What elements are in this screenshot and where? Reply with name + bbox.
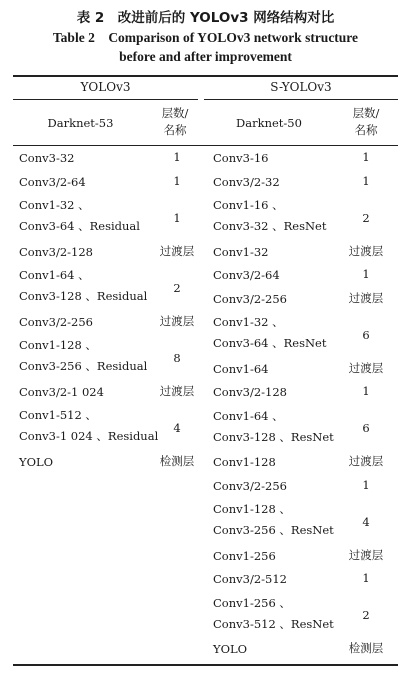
header-darknet50: Darknet-50 bbox=[236, 116, 302, 130]
left-row-5-layers: 2 bbox=[173, 280, 181, 295]
right-row-10-layers: 6 bbox=[362, 421, 370, 436]
left-row-4-name-line1: Conv3/2-128 bbox=[19, 244, 93, 259]
group-rule-left bbox=[13, 99, 198, 100]
left-row-5-name-line2: Conv3-128 、Residual bbox=[19, 289, 148, 303]
right-row-16-name-line2: Conv3-512 、ResNet bbox=[213, 616, 334, 631]
right-row-14-name-line1: Conv1-256 bbox=[213, 548, 276, 563]
right-row-16-name-line1: Conv1-256 、 bbox=[213, 595, 291, 610]
right-row-13-name-line1: Conv1-128 、 bbox=[213, 502, 291, 516]
bottom-rule bbox=[13, 664, 398, 666]
left-row-7-layers: 8 bbox=[173, 350, 181, 365]
caption-english-line2: before and after improvement bbox=[119, 49, 292, 64]
left-row-1-layers: 1 bbox=[173, 150, 181, 165]
right-row-4-name-line1: Conv1-32 bbox=[213, 244, 269, 259]
right-row-14-layers: 过渡层 bbox=[348, 547, 384, 562]
left-row-7-name-line2: Conv3-256 、Residual bbox=[19, 359, 148, 373]
right-row-1-name-line1: Conv3-16 bbox=[213, 151, 269, 165]
table-caption bbox=[0, 0, 411, 66]
right-row-16-layers: 2 bbox=[362, 608, 370, 623]
left-row-8-name-line1: Conv3/2-1 024 bbox=[19, 384, 104, 399]
right-row-7-layers: 6 bbox=[362, 327, 370, 342]
right-row-6-name-line1: Conv3/2-256 bbox=[213, 291, 287, 306]
left-row-7-name-line1: Conv1-128 、 bbox=[19, 338, 97, 352]
caption-chinese: 表 2 改进前后的 YOLOv3 网络结构对比 bbox=[76, 10, 335, 26]
left-row-5-name-line1: Conv1-64 、 bbox=[19, 268, 90, 282]
right-row-9-layers: 1 bbox=[362, 384, 370, 399]
right-row-5-name-line1: Conv3/2-64 bbox=[213, 268, 280, 282]
left-row-3-name-line2: Conv3-64 、Residual bbox=[19, 219, 140, 233]
right-row-17-layers: 检测层 bbox=[348, 641, 384, 656]
left-row-6-name-line1: Conv3/2-256 bbox=[19, 314, 93, 329]
right-row-10-name-line2: Conv3-128 、ResNet bbox=[213, 429, 334, 444]
header-yolov3: YOLOv3 bbox=[80, 80, 131, 94]
left-row-10-name-line1: YOLO bbox=[19, 454, 54, 469]
header-layers-right-line2: 名称 bbox=[354, 123, 378, 137]
right-row-1-layers: 1 bbox=[362, 150, 370, 165]
right-row-9-name-line1: Conv3/2-128 bbox=[213, 385, 287, 399]
right-row-11-layers: 过渡层 bbox=[348, 454, 384, 469]
left-row-10-layers: 检测层 bbox=[159, 453, 195, 468]
header-rule bbox=[13, 145, 398, 146]
right-row-15-name-line1: Conv3/2-512 bbox=[213, 572, 287, 586]
right-row-17-name-line1: YOLO bbox=[213, 642, 248, 656]
group-rule-right bbox=[204, 99, 398, 100]
right-row-7-name-line1: Conv1-32 、 bbox=[213, 315, 284, 329]
left-row-2-name-line1: Conv3/2-64 bbox=[19, 174, 86, 189]
right-row-7-name-line2: Conv3-64 、ResNet bbox=[213, 336, 327, 350]
left-row-8-layers: 过渡层 bbox=[159, 383, 195, 398]
header-layers-right-line1: 层数/ bbox=[352, 106, 380, 120]
right-row-5-layers: 1 bbox=[362, 267, 370, 282]
right-row-2-name-line1: Conv3/2-32 bbox=[213, 174, 280, 189]
left-row-3-layers: 1 bbox=[173, 210, 181, 225]
right-row-12-name-line1: Conv3/2-256 bbox=[213, 478, 287, 493]
left-row-2-layers: 1 bbox=[173, 173, 181, 188]
header-layers-left-line2: 名称 bbox=[163, 123, 187, 137]
right-row-13-layers: 4 bbox=[362, 514, 370, 529]
right-row-12-layers: 1 bbox=[362, 477, 370, 492]
left-row-9-name-line2: Conv3-1 024 、Residual bbox=[19, 429, 159, 443]
caption-english-line1: Table 2 Comparison of YOLOv3 network structure bbox=[52, 30, 359, 45]
left-row-6-layers: 过渡层 bbox=[159, 313, 195, 328]
right-row-4-layers: 过渡层 bbox=[348, 243, 384, 258]
header-s-yolov3: S-YOLOv3 bbox=[270, 80, 332, 94]
left-row-9-layers: 4 bbox=[173, 420, 181, 435]
top-rule bbox=[13, 75, 398, 77]
right-row-2-layers: 1 bbox=[362, 173, 370, 188]
header-layers-left-line1: 层数/ bbox=[161, 106, 189, 120]
right-row-11-name-line1: Conv1-128 bbox=[213, 455, 276, 469]
right-row-3-name-line1: Conv1-16 、 bbox=[213, 198, 284, 212]
right-row-8-name-line1: Conv1-64 bbox=[213, 361, 269, 376]
right-row-15-layers: 1 bbox=[362, 571, 370, 586]
right-row-6-layers: 过渡层 bbox=[348, 290, 384, 305]
header-layers-left bbox=[148, 105, 202, 139]
left-row-1-name-line1: Conv3-32 bbox=[19, 151, 75, 165]
left-row-9-name-line1: Conv1-512 、 bbox=[19, 408, 97, 422]
right-row-10-name-line1: Conv1-64 、 bbox=[213, 408, 284, 423]
left-row-4-layers: 过渡层 bbox=[159, 243, 195, 258]
header-darknet53: Darknet-53 bbox=[47, 116, 114, 130]
right-row-3-layers: 2 bbox=[362, 210, 370, 225]
right-row-3-name-line2: Conv3-32 、ResNet bbox=[213, 219, 327, 233]
header-layers-right bbox=[336, 105, 396, 139]
right-row-8-layers: 过渡层 bbox=[348, 360, 384, 375]
right-row-13-name-line2: Conv3-256 、ResNet bbox=[213, 523, 334, 537]
left-row-3-name-line1: Conv1-32 、 bbox=[19, 198, 90, 212]
